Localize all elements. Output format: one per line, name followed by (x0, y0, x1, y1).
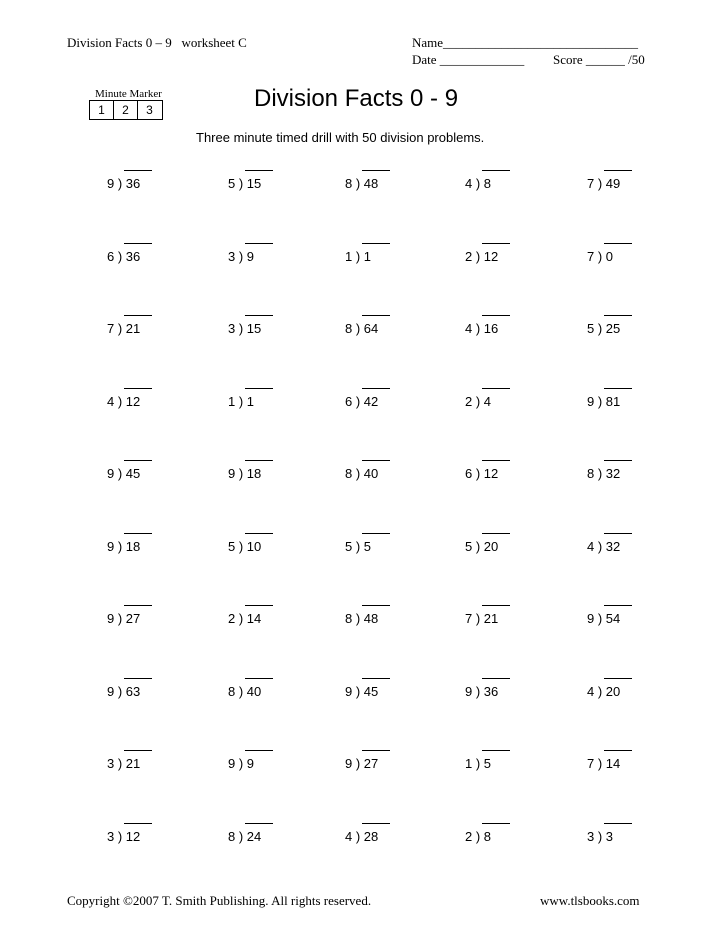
answer-line[interactable] (362, 388, 390, 389)
problem-expression: 4 ) 16 (465, 321, 499, 336)
answer-line[interactable] (124, 750, 152, 751)
division-problem (465, 533, 545, 555)
answer-line[interactable] (362, 533, 390, 534)
problem-expression: 7 ) 14 (587, 756, 621, 771)
problem-expression: 5 ) 15 (228, 176, 262, 191)
answer-line[interactable] (124, 460, 152, 461)
answer-line[interactable] (245, 533, 273, 534)
division-problem (345, 678, 425, 700)
answer-line[interactable] (245, 460, 273, 461)
problem-expression: 4 ) 12 (107, 394, 141, 409)
problem-expression: 8 ) 64 (345, 321, 379, 336)
problem-expression: 6 ) 36 (107, 249, 141, 264)
division-problem (345, 315, 425, 337)
answer-line[interactable] (482, 823, 510, 824)
problem-expression: 2 ) 12 (465, 249, 499, 264)
answer-line[interactable] (245, 750, 273, 751)
problem-expression: 5 ) 5 (345, 539, 372, 554)
problem-expression: 4 ) 8 (465, 176, 492, 191)
problem-expression: 9 ) 63 (107, 684, 141, 699)
division-problem (228, 605, 308, 627)
problem-expression: 8 ) 24 (228, 829, 262, 844)
division-problem (587, 170, 667, 192)
problem-expression: 2 ) 4 (465, 394, 492, 409)
division-problem (587, 460, 667, 482)
division-problem (465, 243, 545, 265)
problem-expression: 5 ) 25 (587, 321, 621, 336)
answer-line[interactable] (362, 823, 390, 824)
division-problem (587, 315, 667, 337)
answer-line[interactable] (124, 315, 152, 316)
minute-box-2[interactable]: 2 (114, 101, 138, 119)
problem-expression: 9 ) 36 (465, 684, 499, 699)
answer-line[interactable] (482, 460, 510, 461)
answer-line[interactable] (124, 605, 152, 606)
problem-expression: 4 ) 20 (587, 684, 621, 699)
answer-line[interactable] (482, 533, 510, 534)
problem-expression: 4 ) 32 (587, 539, 621, 554)
answer-line[interactable] (124, 243, 152, 244)
division-problem (465, 388, 545, 410)
division-problem (107, 678, 187, 700)
division-problem (107, 388, 187, 410)
problem-expression: 7 ) 49 (587, 176, 621, 191)
division-problem (107, 315, 187, 337)
answer-line[interactable] (124, 533, 152, 534)
minute-box-3[interactable]: 3 (146, 103, 153, 117)
answer-line[interactable] (482, 388, 510, 389)
division-problem (465, 750, 545, 772)
answer-line[interactable] (362, 170, 390, 171)
division-problem (228, 823, 308, 845)
problem-expression: 6 ) 12 (465, 466, 499, 481)
answer-line[interactable] (245, 823, 273, 824)
problem-expression: 3 ) 3 (587, 829, 614, 844)
problem-expression: 1 ) 5 (465, 756, 492, 771)
answer-line[interactable] (604, 678, 632, 679)
answer-line[interactable] (245, 678, 273, 679)
problem-expression: 9 ) 9 (228, 756, 255, 771)
problem-expression: 9 ) 54 (587, 611, 621, 626)
division-problem (107, 533, 187, 555)
answer-line[interactable] (245, 315, 273, 316)
copyright-notice: Copyright ©2007 T. Smith Publishing. All rights reserved. (67, 893, 372, 908)
division-problem (228, 460, 308, 482)
score-field[interactable]: Score ______ /50 (553, 52, 645, 67)
problem-expression: 8 ) 48 (345, 176, 379, 191)
answer-line[interactable] (124, 678, 152, 679)
problem-expression: 2 ) 8 (465, 829, 492, 844)
answer-line[interactable] (245, 388, 273, 389)
division-problem (587, 388, 667, 410)
minute-box-1[interactable]: 1 (90, 101, 114, 119)
answer-line[interactable] (124, 388, 152, 389)
division-problem (345, 460, 425, 482)
problem-expression: 9 ) 81 (587, 394, 621, 409)
answer-line[interactable] (362, 678, 390, 679)
division-problem (465, 460, 545, 482)
minute-marker-label: Minute Marker (95, 88, 162, 100)
problem-expression: 8 ) 48 (345, 611, 379, 626)
answer-line[interactable] (604, 315, 632, 316)
date-field[interactable]: Date _____________ (412, 52, 525, 67)
answer-line[interactable] (604, 388, 632, 389)
problem-expression: 4 ) 28 (345, 829, 379, 844)
answer-line[interactable] (482, 315, 510, 316)
division-problem (107, 170, 187, 192)
problem-expression: 9 ) 36 (107, 176, 141, 191)
division-problem (107, 750, 187, 772)
problem-expression: 7 ) 21 (465, 611, 499, 626)
answer-line[interactable] (482, 678, 510, 679)
answer-line[interactable] (124, 823, 152, 824)
division-problem (228, 243, 308, 265)
answer-line[interactable] (362, 315, 390, 316)
answer-line[interactable] (245, 605, 273, 606)
problem-expression: 9 ) 45 (345, 684, 379, 699)
division-problem (345, 533, 425, 555)
problem-expression: 9 ) 27 (107, 611, 141, 626)
answer-line[interactable] (362, 605, 390, 606)
division-problem (587, 533, 667, 555)
division-problem (107, 243, 187, 265)
problem-expression: 3 ) 15 (228, 321, 262, 336)
division-problem (587, 678, 667, 700)
answer-line[interactable] (482, 170, 510, 171)
answer-line[interactable] (604, 243, 632, 244)
answer-line[interactable] (604, 533, 632, 534)
division-problem (587, 243, 667, 265)
answer-line[interactable] (362, 243, 390, 244)
answer-line[interactable] (482, 750, 510, 751)
division-problem (228, 750, 308, 772)
page-title: Division Facts 0 - 9 (254, 85, 459, 112)
website-link[interactable]: www.tlsbooks.com (540, 893, 640, 908)
division-problem (228, 315, 308, 337)
division-problem (587, 605, 667, 627)
instructions: Three minute timed drill with 50 division problems. (196, 130, 485, 145)
answer-line[interactable] (604, 170, 632, 171)
division-problem (587, 823, 667, 845)
answer-line[interactable] (482, 243, 510, 244)
answer-line[interactable] (604, 605, 632, 606)
answer-line[interactable] (124, 170, 152, 171)
problem-expression: 2 ) 14 (228, 611, 262, 626)
problem-expression: 1 ) 1 (345, 249, 372, 264)
division-problem (107, 605, 187, 627)
problem-expression: 3 ) 21 (107, 756, 141, 771)
division-problem (345, 388, 425, 410)
division-problem (587, 750, 667, 772)
division-problem (107, 460, 187, 482)
answer-line[interactable] (245, 243, 273, 244)
division-problem (465, 170, 545, 192)
answer-line[interactable] (362, 750, 390, 751)
problem-expression: 7 ) 21 (107, 321, 141, 336)
problem-expression: 8 ) 32 (587, 466, 621, 481)
answer-line[interactable] (604, 460, 632, 461)
division-problem (228, 388, 308, 410)
problem-expression: 7 ) 0 (587, 249, 614, 264)
division-problem (345, 243, 425, 265)
answer-line[interactable] (604, 823, 632, 824)
division-problem (345, 170, 425, 192)
problem-expression: 8 ) 40 (345, 466, 379, 481)
division-problem (465, 315, 545, 337)
problem-expression: 3 ) 9 (228, 249, 255, 264)
answer-line[interactable] (604, 750, 632, 751)
division-problem (465, 605, 545, 627)
problem-expression: 1 ) 1 (228, 394, 255, 409)
worksheet-title: Division Facts 0 – 9 worksheet C (67, 35, 247, 50)
division-problem (228, 170, 308, 192)
problem-expression: 5 ) 20 (465, 539, 499, 554)
division-problem (345, 823, 425, 845)
division-problem (345, 750, 425, 772)
answer-line[interactable] (362, 460, 390, 461)
division-problem (228, 533, 308, 555)
division-problem (228, 678, 308, 700)
problem-expression: 9 ) 27 (345, 756, 379, 771)
problem-expression: 5 ) 10 (228, 539, 262, 554)
division-problem (345, 605, 425, 627)
division-problem (107, 823, 187, 845)
name-field[interactable]: Name______________________________ (412, 35, 639, 50)
answer-line[interactable] (245, 170, 273, 171)
problem-expression: 9 ) 45 (107, 466, 141, 481)
problem-expression: 6 ) 42 (345, 394, 379, 409)
problem-expression: 9 ) 18 (107, 539, 141, 554)
problem-expression: 9 ) 18 (228, 466, 262, 481)
division-problem (465, 823, 545, 845)
division-problem (465, 678, 545, 700)
problem-expression: 3 ) 12 (107, 829, 141, 844)
problem-expression: 8 ) 40 (228, 684, 262, 699)
answer-line[interactable] (482, 605, 510, 606)
